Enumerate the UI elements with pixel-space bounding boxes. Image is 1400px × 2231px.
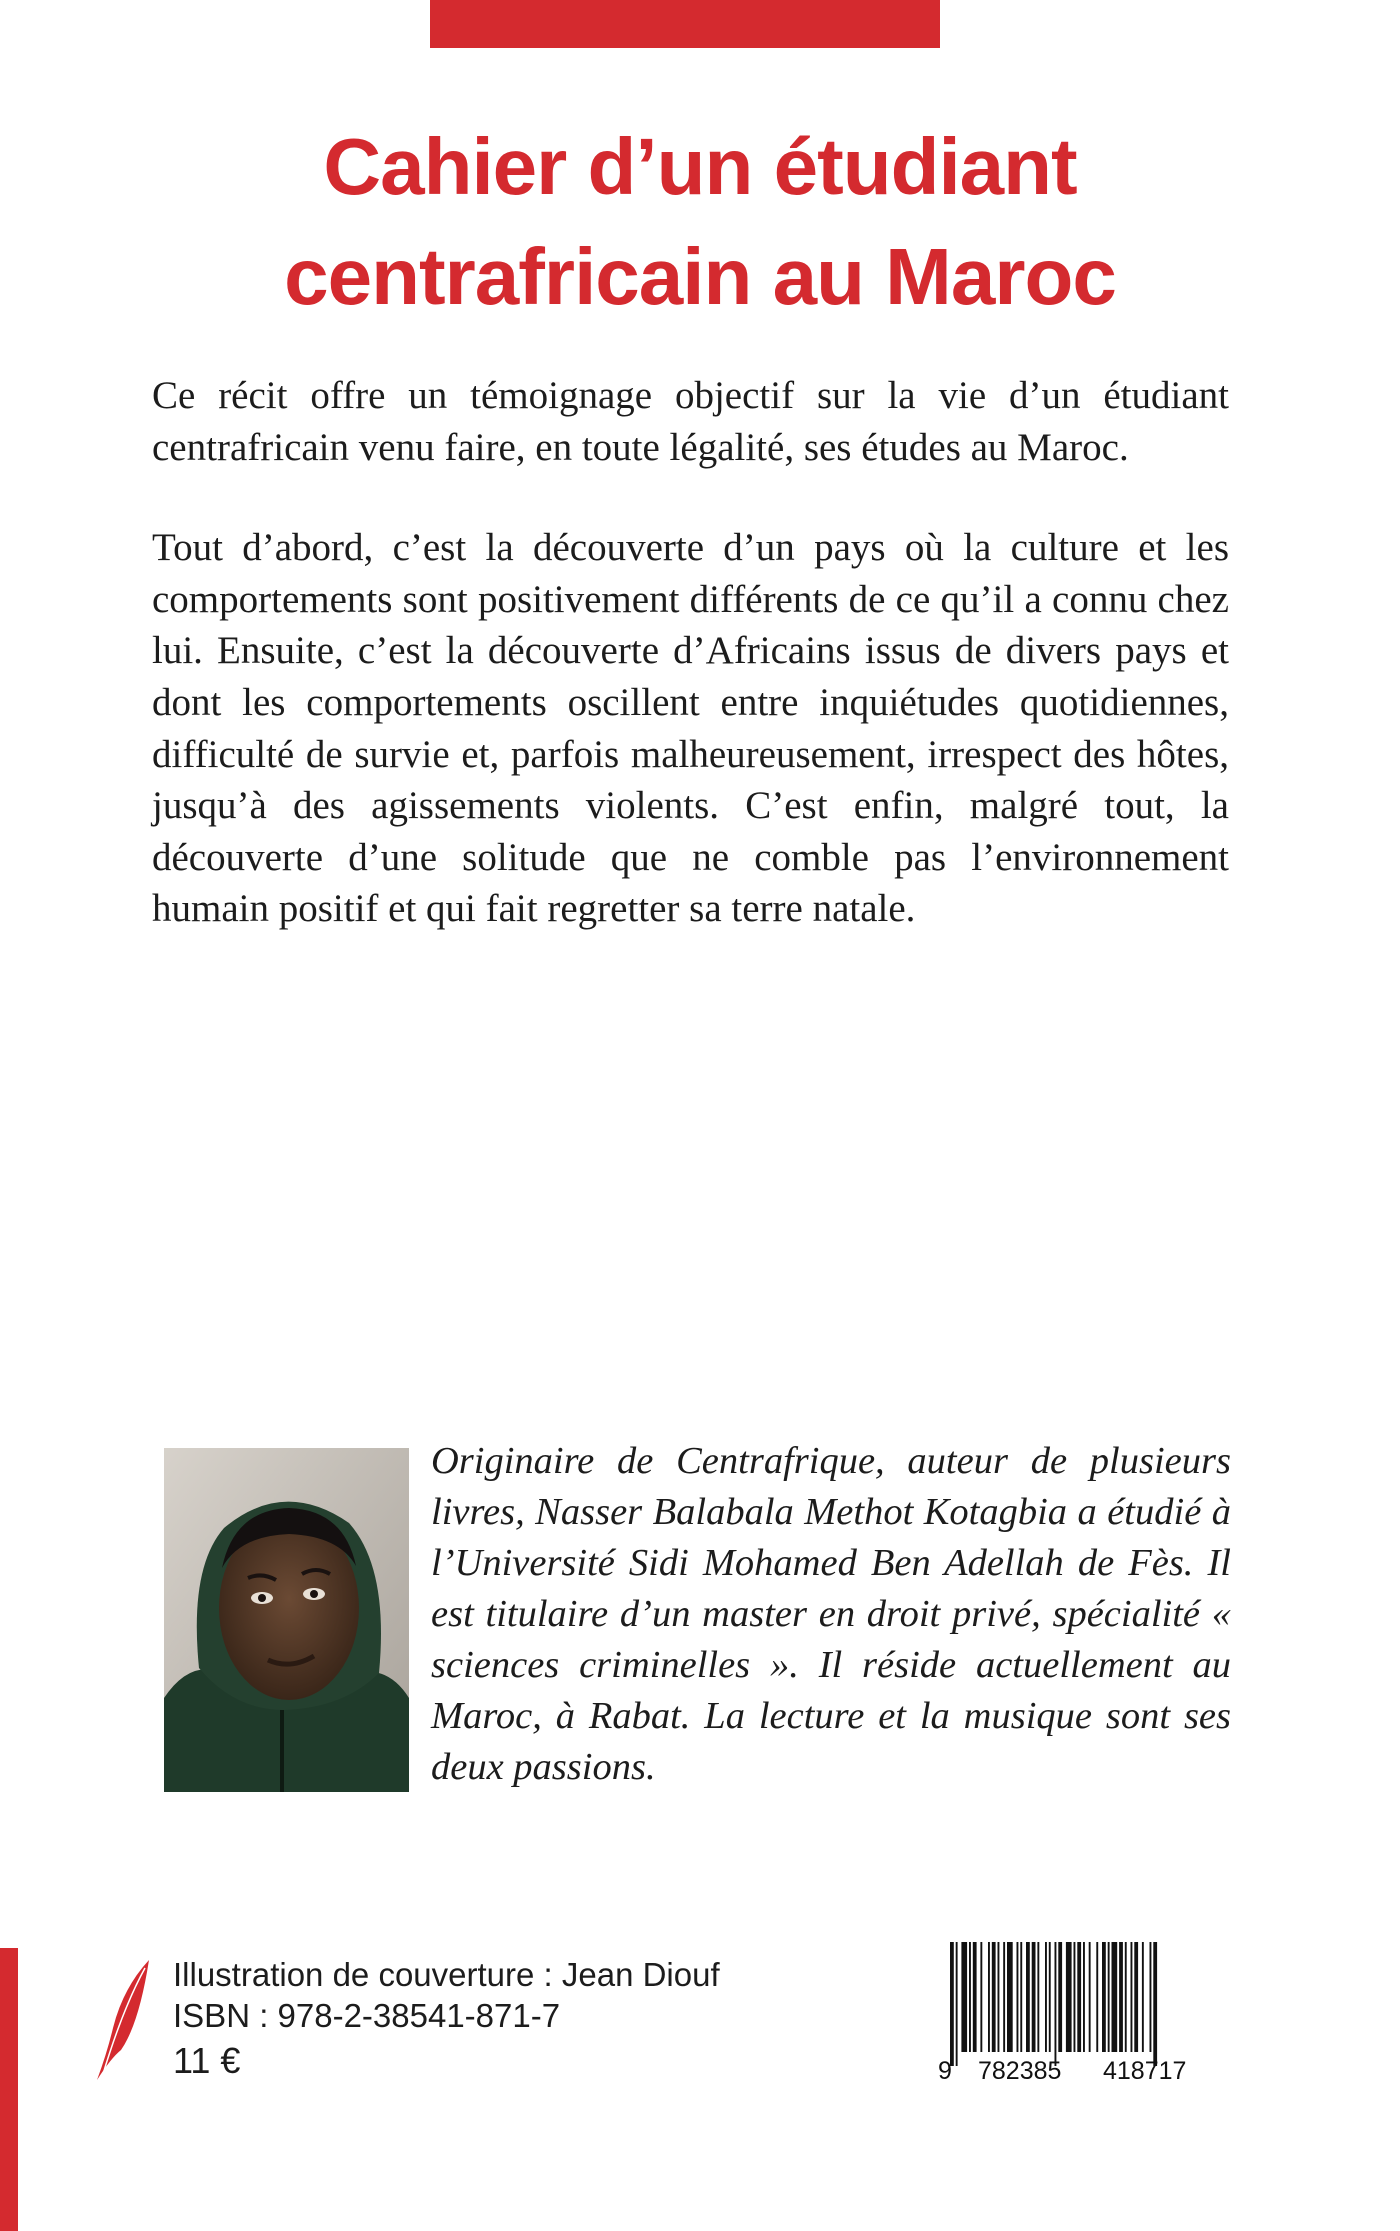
author-bio-text: Originaire de Centrafrique, auteur de plusieurs livres, Nasser Balabala Methot Kotagbia a étudié à l’Université Sidi Mohamed Ben Adellah de Fès. Il est titulaire d’un master en droit privé, spécialité « sciences criminelles ». Il réside actuellement au Maroc, à Rabat. La lecture et la musique sont ses deux passions. (431, 1440, 1231, 1788)
summary-paragraph-1: Ce récit offre un témoignage objectif sur la vie d’un étudiant centrafricain venu faire, en toute légalité, ses études au Maroc. (152, 374, 1229, 469)
feather-logo-icon (93, 1958, 153, 2082)
barcode-digit-first: 9 (938, 2057, 952, 2085)
illustration-credit: Illustration de couverture : Jean Diouf (173, 1956, 720, 1993)
book-summary (152, 370, 1229, 984)
left-accent-strip (0, 1948, 18, 2231)
credits-block (173, 1954, 720, 2081)
price: 11 € (173, 2040, 241, 2081)
barcode-digits-right: 418717 (1103, 2057, 1187, 2085)
barcode-icon (948, 1942, 1232, 2066)
author-portrait-image (164, 1448, 409, 1792)
title-line-2: centrafricain au Maroc (284, 232, 1116, 321)
top-accent-bar (430, 0, 940, 48)
author-bio (431, 1436, 1231, 1793)
isbn: ISBN : 978-2-38541-871-7 (173, 1997, 561, 2034)
book-title (0, 112, 1400, 332)
author-photo (164, 1448, 409, 1792)
title-line-1: Cahier d’un étudiant (323, 122, 1077, 211)
barcode-digits-left: 782385 (978, 2057, 1062, 2085)
summary-paragraph-2: Tout d’abord, c’est la découverte d’un pays où la culture et les comportements sont positivement différents de ce qu’il a connu chez lui. Ensuite, c’est la découverte d’Africains issus de divers pays et dont les comportements oscillent entre inquiétudes quotidiennes, difficulté de survie et, parfois malheureusement, irrespect des hôtes, jusqu’à des agissements violents. C’est enfin, malgré tout, la découverte d’une solitude que ne comble pas l’environnement humain positif et qui fait regretter sa terre natale. (152, 526, 1229, 931)
